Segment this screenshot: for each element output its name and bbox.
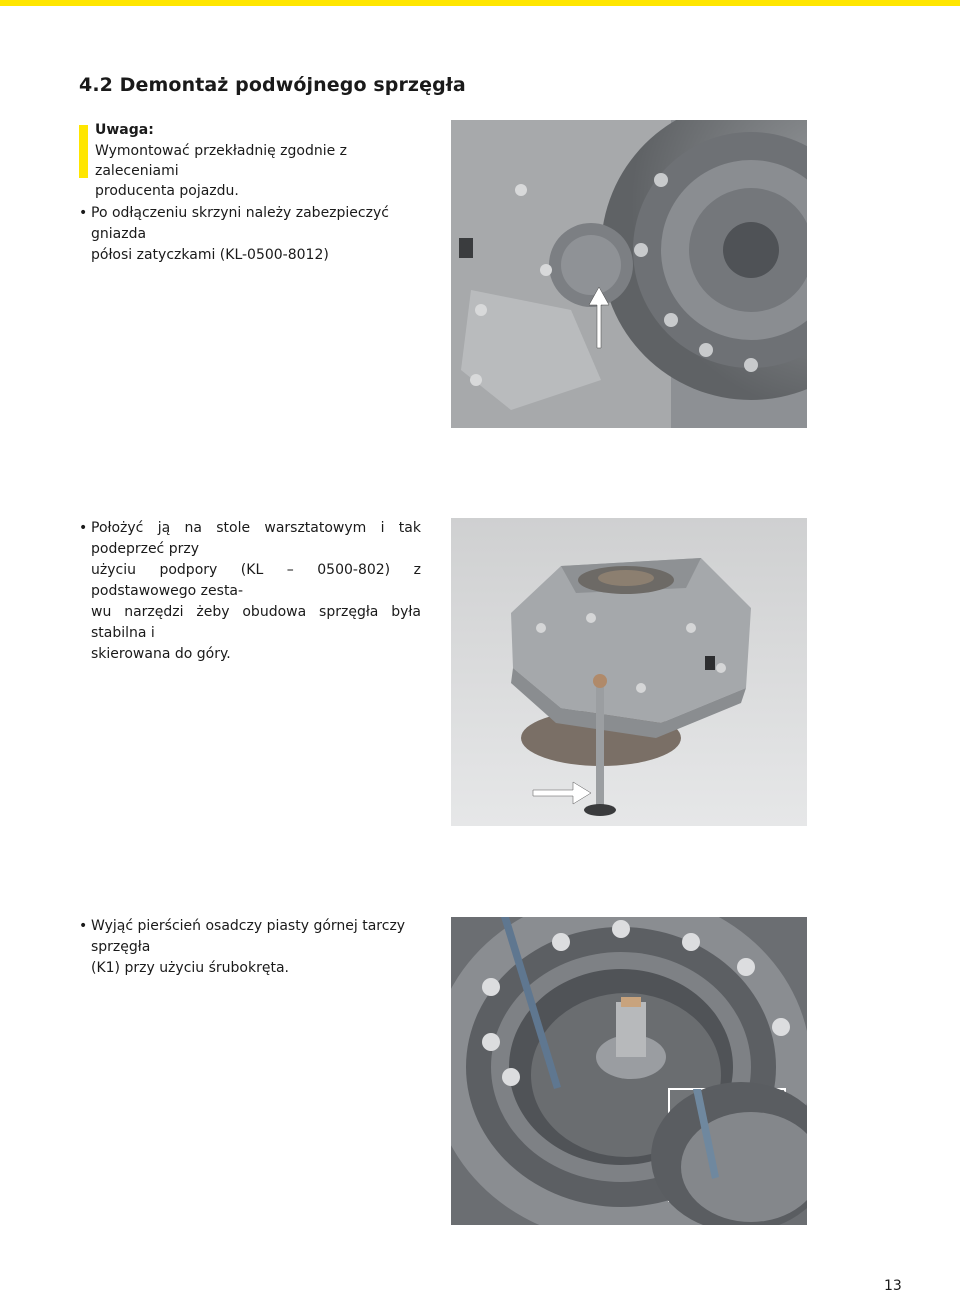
gearbox-on-support-image (451, 518, 807, 826)
bullet-icon: • (79, 205, 88, 221)
bullet-icon: • (79, 918, 88, 934)
step-line: wu narzędzi żeby obudowa sprzęgła była stabilna i (91, 604, 421, 641)
step-1-text (91, 203, 409, 266)
step-line: (K1) przy użyciu śrubokręta. (91, 960, 289, 976)
gearbox-on-support-photo (451, 518, 807, 826)
note-line: producenta pojazdu. (95, 183, 239, 199)
step-line: Położyć ją na stole warsztatowym i tak podeprzeć przy (91, 520, 421, 557)
section-heading: 4.2 Demontaż podwójnego sprzęgła (79, 74, 466, 96)
step-line: Po odłączeniu skrzyni należy zabezpieczyć gniazda (91, 205, 389, 242)
note-accent-bar (79, 125, 88, 178)
step-line: Wyjąć pierścień osadczy piasty górnej tarczy sprzęgła (91, 918, 406, 955)
top-accent-bar (0, 0, 960, 6)
page-number: 13 (884, 1278, 902, 1294)
gearbox-housing-image (451, 120, 807, 428)
bullet-icon: • (79, 520, 88, 536)
step-3-text (91, 916, 441, 979)
gearbox-housing-photo (451, 120, 807, 428)
step-line: półosi zatyczkami (KL-0500-8012) (91, 247, 329, 263)
step-line: użyciu podpory (KL – 0500-802) z podstawowego zesta- (91, 562, 421, 599)
step-2-text (91, 518, 421, 665)
clutch-hub-image (451, 917, 807, 1225)
clutch-hub-photo (451, 917, 807, 1225)
note-line: Wymontować przekładnię zgodnie z zaleceniami (95, 143, 348, 179)
step-line: skierowana do góry. (91, 646, 231, 662)
note-title: Uwaga: (95, 122, 154, 138)
note-text (95, 141, 415, 201)
